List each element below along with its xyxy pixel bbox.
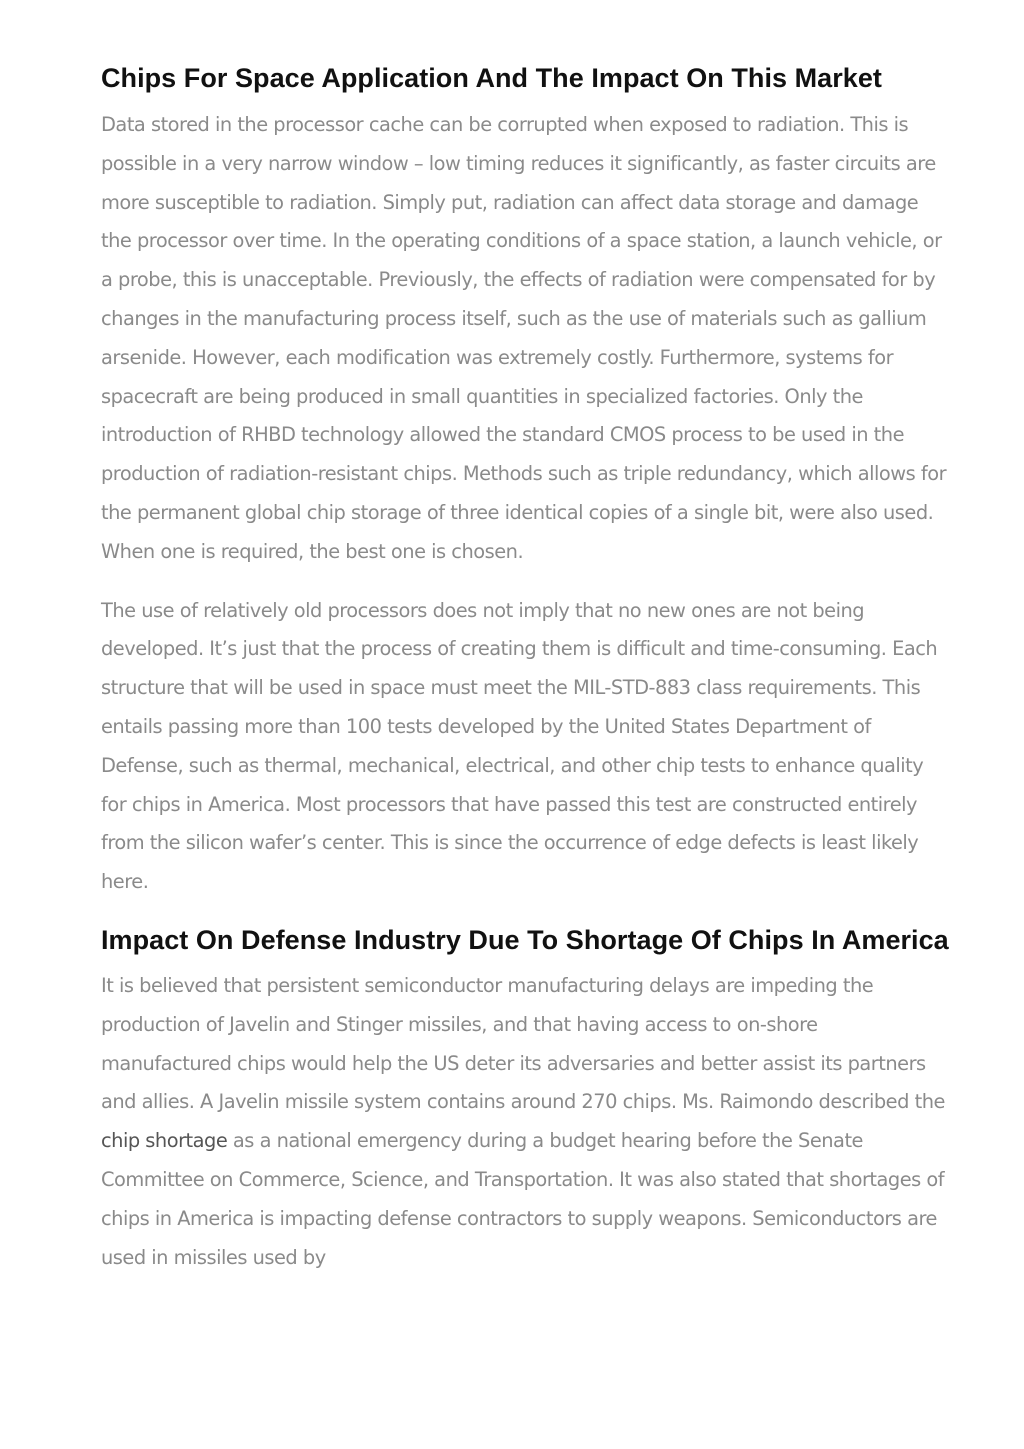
section-heading-defense-industry: Impact On Defense Industry Due To Shortage Of Chips In America xyxy=(101,924,949,955)
paragraph-text-after-link: as a national emergency during a budget hearing before the Senate Committee on Commerce, Science, and Transportation. It was also stated that shortages of chips in America is impacting defense contractors to supply weapons. Semiconductors are used in missiles used by xyxy=(101,1129,945,1269)
paragraph-defense xyxy=(101,967,953,1277)
article-body xyxy=(101,50,953,1277)
chip-shortage-link[interactable]: chip shortage xyxy=(101,1129,228,1153)
paragraph-radiation: Data stored in the processor cache can be corrupted when exposed to radiation. This is possible in a very narrow window – low timing reduces it significantly, as faster circuits are more susceptible to radiation. Simply put, radiation can affect data storage and damage the processor over time. In the operating conditions of a space station, a launch vehicle, or a probe, this is unacceptable. Previously, the effects of radiation were compensated for by changes in the manufacturing process itself, such as the use of materials such as gallium arsenide. However, each modification was extremely costly. Furthermore, systems for spacecraft are being produced in small quantities in specialized factories. Only the introduction of RHBD technology allowed the standard CMOS process to be used in the production of radiation-resistant chips. Methods such as triple redundancy, which allows for the permanent global chip storage of three identical copies of a single bit, were also used. When one is required, the best one is chosen. xyxy=(101,113,947,563)
paragraph-text-before-link: It is believed that persistent semiconductor manufacturing delays are impeding the production of Javelin and Stinger missiles, and that having access to on-shore manufactured chips would help the US deter its adversaries and better assist its partners and allies. A Javelin missile system contains around 270 chips. Ms. Raimondo described the xyxy=(101,973,945,1114)
section-heading-space-chips: Chips For Space Application And The Impact On This Market xyxy=(101,63,882,93)
paragraph-old-processors: The use of relatively old processors does not imply that no new ones are not being developed. It’s just that the process of creating them is difficult and time-consuming. Each structure that will be used in space must meet the MIL-STD-883 class requirements. This entails passing more than 100 tests developed by the United States Department of Defense, such as thermal, mechanical, electrical, and other chip tests to enhance quality for chips in America. Most processors that have passed this test are constructed entirely from the silicon wafer’s center. This is since the occurrence of edge defects is least likely here. xyxy=(101,598,938,894)
